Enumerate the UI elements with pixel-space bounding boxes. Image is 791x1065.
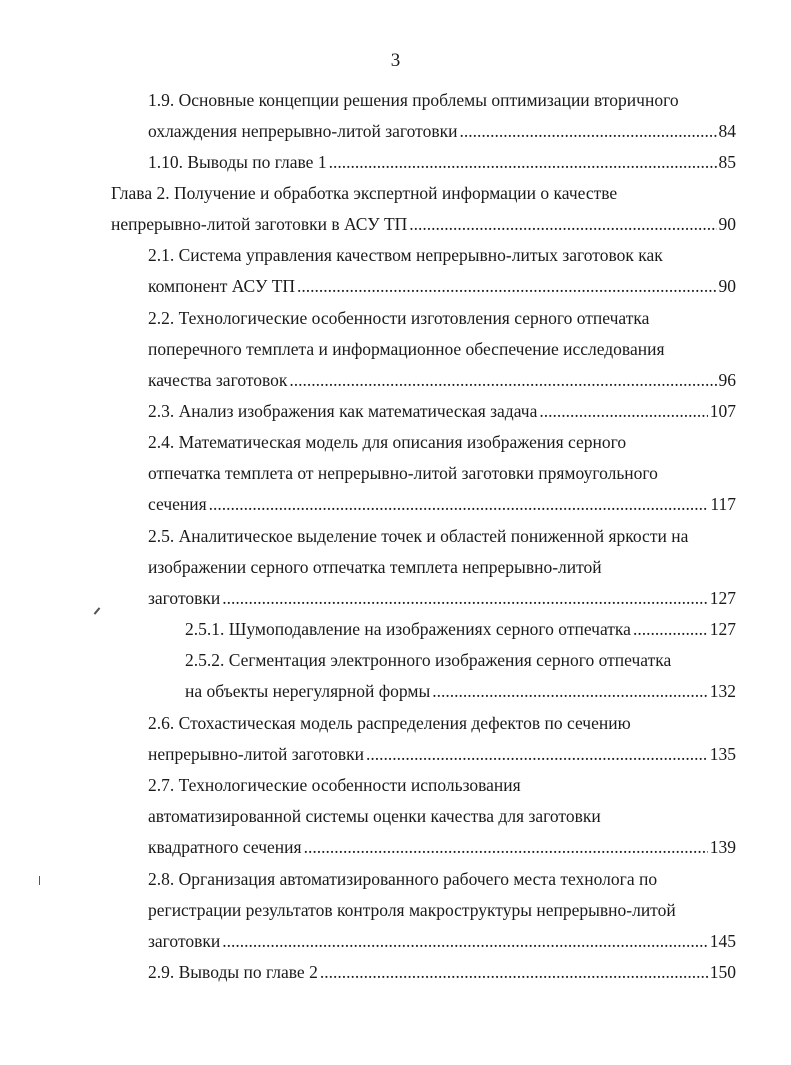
toc-entry-text: охлаждения непрерывно-литой заготовки <box>148 121 458 141</box>
toc-entry-2-1-line-1 <box>148 241 663 269</box>
toc-entry-2-1-line-2 <box>148 272 736 300</box>
toc-entry-2-7-line-2 <box>148 802 601 830</box>
toc-entry-text: непрерывно-литой заготовки в АСУ ТП <box>111 214 408 234</box>
toc-entry-text: изображении серного отпечатка темплета непрерывно-литой <box>148 557 602 577</box>
toc-entry-text: непрерывно-литой заготовки <box>148 744 364 764</box>
dot-leader <box>409 210 716 238</box>
toc-entry-2-5-1 <box>185 615 736 643</box>
toc-page-number: 107 <box>709 401 736 421</box>
toc-page-number: 150 <box>709 962 736 982</box>
toc-entry-2-8-line-3 <box>148 927 736 955</box>
toc-page-number: 84 <box>718 121 736 141</box>
toc-entry-text: отпечатка темплета от непрерывно-литой заготовки прямоугольного <box>148 463 658 483</box>
toc-entry-text: регистрации результатов контроля макроструктуры непрерывно-литой <box>148 900 676 920</box>
toc-entry-2-4-line-3 <box>148 490 736 518</box>
toc-entry-2-5-line-1 <box>148 522 688 550</box>
toc-page-number: 90 <box>718 276 736 296</box>
toc-entry-text: 2.9. Выводы по главе 2 <box>148 962 318 982</box>
toc-entry-2-3 <box>148 397 736 425</box>
toc-entry-2-4-line-1 <box>148 428 626 456</box>
toc-page-number: 127 <box>709 619 736 639</box>
toc-entry-1-9-line-2 <box>148 117 736 145</box>
toc-entry-text: 1.10. Выводы по главе 1 <box>148 152 327 172</box>
dot-leader <box>289 366 716 394</box>
toc-entry-text: 2.7. Технологические особенности использования <box>148 775 521 795</box>
toc-entry-2-8-line-1 <box>148 865 657 893</box>
toc-entry-text: заготовки <box>148 588 221 608</box>
toc-entry-text: квадратного сечения <box>148 837 302 857</box>
dot-leader <box>222 927 708 955</box>
toc-entry-text: 2.4. Математическая модель для описания изображения серного <box>148 432 627 452</box>
toc-entry-text: 2.5. Аналитическое выделение точек и областей пониженной яркости на <box>148 526 689 546</box>
toc-entry-2-5-2-line-2 <box>185 677 736 705</box>
toc-page-number: 145 <box>709 931 736 951</box>
dot-leader <box>304 833 708 861</box>
toc-entry-text: компонент АСУ ТП <box>148 276 296 296</box>
dot-leader <box>329 148 717 176</box>
toc-entry-text: качества заготовок <box>148 370 288 390</box>
toc-entry-text: на объекты нерегулярной формы <box>185 681 431 701</box>
toc-entry-text: 2.5.1. Шумоподавление на изображениях серного отпечатка <box>185 619 631 639</box>
toc-chapter-2-line-1 <box>111 179 617 207</box>
toc-entry-text: заготовки <box>148 931 221 951</box>
toc-entry-text: 2.3. Анализ изображения как математическая задача <box>148 401 538 421</box>
scan-artifact <box>39 876 40 885</box>
toc-entry-2-4-line-2 <box>148 459 658 487</box>
toc-entry-text: 1.9. Основные концепции решения проблемы оптимизации вторичного <box>148 90 679 110</box>
toc-entry-2-7-line-3 <box>148 833 736 861</box>
toc-entry-text: 2.5.2. Сегментация электронного изображения серного отпечатка <box>185 650 672 670</box>
toc-entry-text: 2.6. Стохастическая модель распределения дефектов по сечению <box>148 713 631 733</box>
dot-leader <box>320 958 708 986</box>
scan-artifact <box>94 607 101 614</box>
toc-page-number: 135 <box>709 744 736 764</box>
toc-page-number: 90 <box>718 214 736 234</box>
dot-leader <box>459 117 716 145</box>
dot-leader <box>432 677 708 705</box>
toc-entry-text: 2.1. Система управления качеством непрерывно-литых заготовок как <box>148 245 663 265</box>
toc-entry-1-9-line-1 <box>148 86 679 114</box>
toc-entry-2-6-line-2 <box>148 740 736 768</box>
toc-entry-2-2-line-3 <box>148 366 736 394</box>
toc-entry-2-5-line-2 <box>148 553 602 581</box>
toc-entry-text: 2.2. Технологические особенности изготовления серного отпечатка <box>148 308 650 328</box>
toc-entry-2-5-2-line-1 <box>185 646 671 674</box>
toc-entry-text: 2.8. Организация автоматизированного рабочего места технолога по <box>148 869 658 889</box>
toc-entry-text: поперечного темплета и информационное обеспечение исследования <box>148 339 665 359</box>
toc-entry-text: сечения <box>148 494 207 514</box>
dot-leader <box>297 272 716 300</box>
toc-page-number: 132 <box>709 681 736 701</box>
toc-entry-2-8-line-2 <box>148 896 676 924</box>
toc-entry-text: автоматизированной системы оценки качества для заготовки <box>148 806 601 826</box>
dot-leader <box>366 740 708 768</box>
toc-entry-2-5-line-3 <box>148 584 736 612</box>
toc-page-number: 117 <box>710 494 736 514</box>
toc-page-number: 96 <box>718 370 736 390</box>
toc-page-number: 139 <box>709 837 736 857</box>
page-number: 3 <box>390 50 401 71</box>
toc-entry-text: Глава 2. Получение и обработка экспертной информации о качестве <box>111 183 618 203</box>
toc-entry-2-7-line-1 <box>148 771 521 799</box>
toc-page-number: 85 <box>718 152 736 172</box>
dot-leader <box>633 615 708 643</box>
toc-entry-2-2-line-1 <box>148 304 649 332</box>
toc-entry-2-2-line-2 <box>148 335 665 363</box>
toc-entry-2-9 <box>148 958 736 986</box>
toc-page-number: 127 <box>709 588 736 608</box>
dot-leader <box>222 584 708 612</box>
toc-chapter-2-line-2 <box>111 210 736 238</box>
toc-entry-2-6-line-1 <box>148 709 631 737</box>
dot-leader <box>209 490 709 518</box>
toc-entry-1-10 <box>148 148 736 176</box>
dot-leader <box>539 397 707 425</box>
